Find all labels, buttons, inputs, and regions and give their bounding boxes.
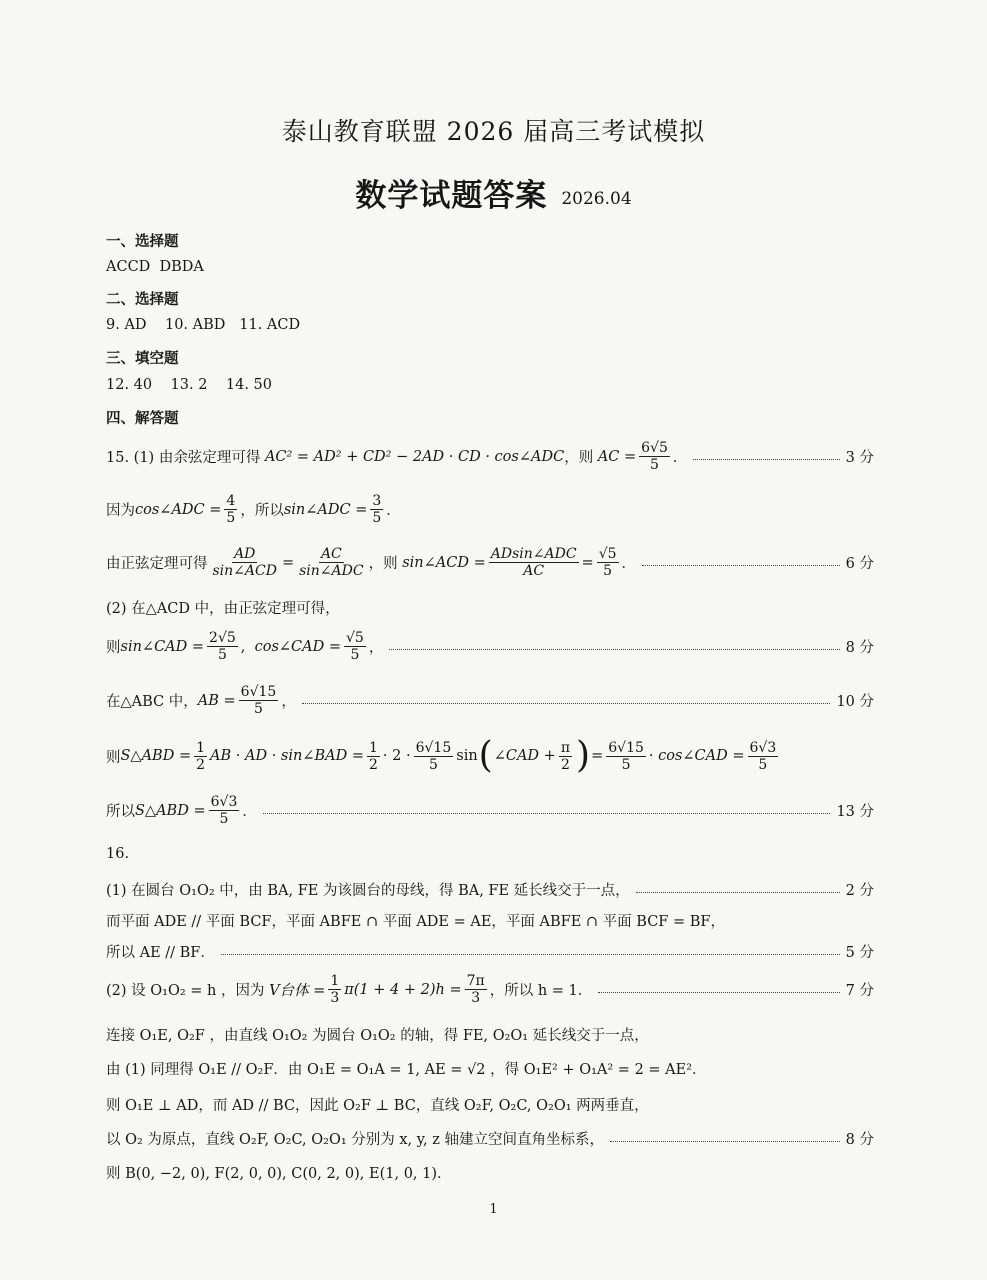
- fraction: $\frac{√5}{5}$: [598, 546, 617, 579]
- q16-line-6: 由 (1) 同理得 O₁E // O₂F．由 O₁E = O₁A = 1, AE = √2 ，得 O₁E² + O₁A² = 2 = AE²．: [106, 1062, 707, 1078]
- q16-line-8: 以 O₂ 为原点，直线 O₂F, O₂C, O₂O₁ 分别为 x, y, z 轴建立空间直角坐标系， 8 分: [106, 1128, 874, 1149]
- q15-line-6: 在△ABC 中， AB = $\frac{6√15}{5}$ ， 10 分: [106, 684, 874, 717]
- left-paren: (: [478, 735, 493, 776]
- section-heading-multiple-choice: 一、选择题: [106, 233, 179, 250]
- q16-line-2: 而平面 ADE // 平面 BCF，平面 ABFE ∩ 平面 ADE = AE，平面 ABFE ∩ 平面 BCF = BF，: [106, 914, 725, 930]
- fraction: $\frac{4}{5}$: [226, 493, 236, 526]
- fraction: $\frac{1}{2}$: [369, 739, 378, 773]
- q16-line-3: 所以 AE // BF． 5 分: [106, 941, 874, 962]
- fraction: $\frac{6√3}{5}$: [749, 739, 777, 773]
- score-label: 13 分: [836, 804, 874, 820]
- answers-multiple-choice: ACCD DBDA: [106, 259, 204, 275]
- q15-line-3: 由正弦定理可得 $\frac{AD}{\text{sin∠ACD}}$ = $\frac{AC}{\text{sin∠ADC}}$ ，则 sin∠ACD = $\frac{\text{ADsin∠ADC}}{AC}$ = $\frac{√5}{5}$ ． 6 分: [106, 546, 874, 579]
- q16-number: 16.: [106, 846, 130, 862]
- right-paren: ): [576, 735, 591, 776]
- fraction: $\frac{2√5}{5}$: [209, 630, 236, 663]
- score-label: 6 分: [845, 556, 874, 572]
- exam-date: 2026.04: [561, 189, 632, 209]
- leader-dots: [642, 565, 840, 566]
- fraction: $\frac{6√15}{5}$: [415, 739, 452, 773]
- fraction: $\frac{6√5}{5}$: [641, 440, 668, 473]
- section-heading-fill-blank: 三、填空题: [106, 350, 179, 367]
- leader-dots: [636, 892, 840, 893]
- section-heading-solutions: 四、解答题: [106, 410, 179, 427]
- answers-multi-select: 9. AD 10. ABD 11. ACD: [106, 317, 301, 333]
- q16-line-5: 连接 O₁E, O₂F ，由直线 O₁O₂ 为圆台 O₁O₂ 的轴，得 FE, O₂O₁ 延长线交于一点，: [106, 1028, 649, 1044]
- leader-dots: [610, 1141, 840, 1142]
- score-label: 5 分: [845, 945, 874, 961]
- leader-dots: [389, 649, 839, 650]
- score-label: 7 分: [845, 983, 874, 999]
- fraction: $\frac{AD}{\text{sin∠ACD}}$: [212, 546, 277, 579]
- q15-line-1: 15. (1) 由余弦定理可得 AC² = AD² + CD² − 2AD · CD · cos∠ADC ，则 AC = $\frac{6√5}{5}$ ． 3 分: [106, 440, 874, 473]
- subtitle-text: 数学试题答案: [355, 178, 548, 214]
- score-label: 2 分: [845, 883, 874, 899]
- fraction: $\frac{6√15}{5}$: [608, 739, 644, 773]
- page-number: 1: [489, 1202, 498, 1217]
- score-label: 3 分: [845, 450, 874, 466]
- document-subtitle: [0, 170, 987, 215]
- q15-line-8: 所以 S△ABD = $\frac{6√3}{5}$ ． 13 分: [106, 794, 874, 827]
- leader-dots: [263, 813, 831, 814]
- leader-dots: [302, 703, 831, 704]
- score-label: 8 分: [845, 1132, 874, 1148]
- section-heading-multi-select: 二、选择题: [106, 291, 179, 308]
- fraction: $\frac{7\pi}{3}$: [466, 973, 485, 1006]
- q15-line-4: (2) 在△ACD 中，由正弦定理可得，: [106, 601, 340, 617]
- q15-line-7: 则 S△ABD = $\frac{1}{2}$ AB · AD · sin∠BAD = $\frac{1}{2}$ · 2 · $\frac{6√15}{5}$ sin ( ∠CAD + $\frac{\pi}{2}$ ) = $\frac{6√15}{5}$ · cos∠CAD = $\frac{6√3}{5}$: [106, 735, 777, 776]
- exam-title: 泰山教育联盟 2026 届高三考试模拟: [281, 117, 706, 146]
- leader-dots: [221, 954, 840, 955]
- q15-line-2: 因为 cos∠ADC = $\frac{4}{5}$ ，所以 sin∠ADC = $\frac{3}{5}$ ．: [106, 493, 401, 526]
- q16-line-4: (2) 设 O₁O₂ = h ，因为 V台体 = $\frac{1}{3}$ π(1 + 4 + 2)h = $\frac{7\pi}{3}$ ，所以 h = 1． 7 分: [106, 973, 874, 1006]
- score-label: 8 分: [845, 640, 874, 656]
- fraction: $\frac{6√15}{5}$: [240, 684, 277, 717]
- fraction: $\frac{AC}{\text{sin∠ADC}}$: [299, 546, 364, 579]
- score-label: 10 分: [836, 694, 874, 710]
- q16-line-1: (1) 在圆台 O₁O₂ 中，由 BA, FE 为该圆台的母线，得 BA, FE 延长线交于一点， 2 分: [106, 879, 874, 900]
- fraction: $\frac{3}{5}$: [372, 493, 382, 526]
- fraction: $\frac{6√3}{5}$: [210, 794, 238, 827]
- fraction: $\frac{1}{3}$: [330, 973, 340, 1006]
- leader-dots: [598, 992, 839, 993]
- fraction: $\frac{√5}{5}$: [346, 630, 364, 663]
- fraction: $\frac{\pi}{2}$: [560, 739, 571, 773]
- q16-line-9: 则 B(0, −2, 0), F(2, 0, 0), C(0, 2, 0), E(1, 0, 1)．: [106, 1166, 452, 1182]
- q16-line-7: 则 O₁E ⊥ AD，而 AD // BC，因此 O₂F ⊥ BC，直线 O₂F, O₂C, O₂O₁ 两两垂直，: [106, 1098, 649, 1114]
- answers-fill-blank: 12. 40 13. 2 14. 50: [106, 377, 273, 393]
- leader-dots: [693, 459, 839, 460]
- fraction: $\frac{\text{ADsin∠ADC}}{AC}$: [490, 546, 577, 579]
- fraction: $\frac{1}{2}$: [196, 739, 206, 773]
- q15-line-5: 则 sin∠CAD = $\frac{2√5}{5}$ , cos∠CAD = $\frac{√5}{5}$ ， 8 分: [106, 630, 874, 663]
